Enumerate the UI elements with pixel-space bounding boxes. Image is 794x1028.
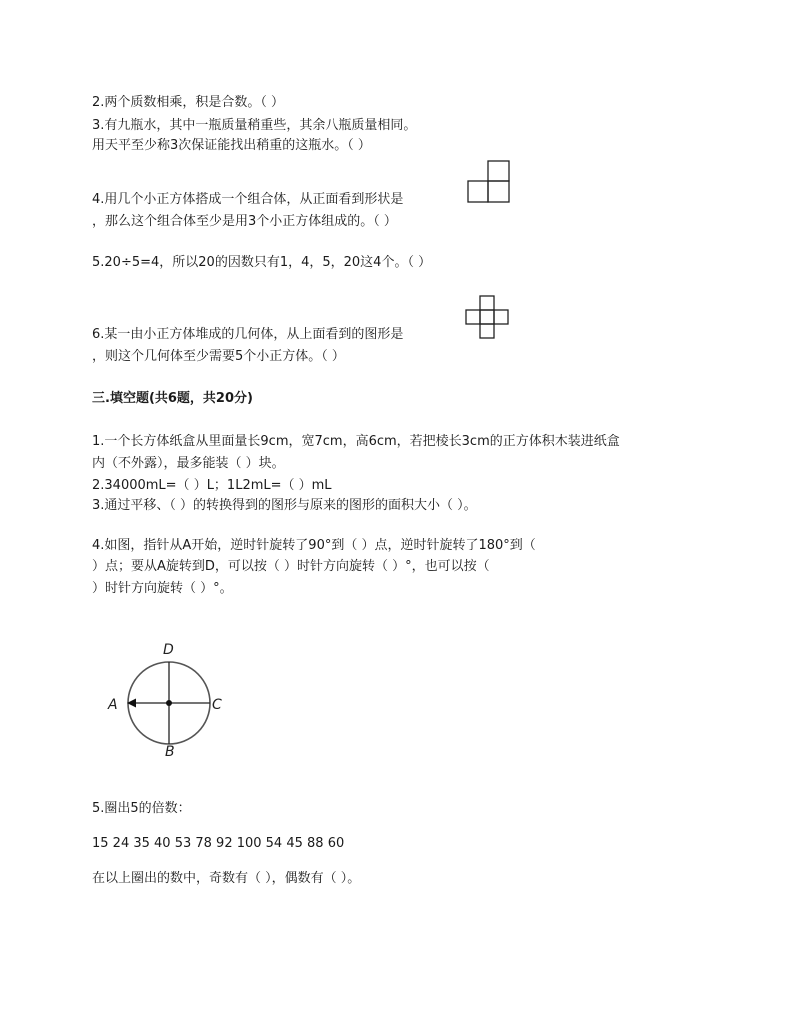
question-3-line-2: 用天平至少称3次保证能找出稍重的这瓶水。（ ） (92, 138, 371, 153)
question-4-line-1: 4.用几个小正方体搭成一个组合体，从正面看到形状是 (92, 192, 404, 207)
question-5: 5.20÷5=4，所以20的因数只有1，4，5，20这4个。（ ） (92, 255, 432, 270)
question-6-line-1: 6.某一由小正方体堆成的几何体，从上面看到的图形是 (92, 327, 404, 342)
fill-question-2: 2.34000mL=（ ）L；1L2mL=（ ）mL (92, 478, 332, 493)
rotation-dial-figure (100, 636, 230, 761)
fill-question-4-line-3: ）时针方向旋转（ ）°。 (92, 581, 233, 596)
top-view-figure (465, 295, 509, 339)
fill-question-5-prompt: 5.圈出5的倍数： (92, 801, 191, 816)
dial-label-bottom: B (165, 744, 175, 760)
fill-question-4-line-1: 4.如图，指针从A开始，逆时针旋转了90°到（ ）点，逆时针旋转了180°到（ (92, 538, 536, 553)
dial-center-dot (166, 700, 172, 706)
fill-question-4-line-2: ）点；要从A旋转到D，可以按（ ）时针方向旋转（ ）°，也可以按（ (92, 559, 490, 574)
dial-label-top: D (163, 642, 174, 658)
question-6-line-2: ，则这个几何体至少需要5个小正方体。（ ） (92, 349, 345, 364)
fill-question-5-numbers: 15 24 35 40 53 78 92 100 54 45 88 60 (92, 836, 345, 851)
dial-label-right: C (212, 697, 222, 713)
front-view-figure (467, 160, 511, 204)
question-4-line-2: ，那么这个组合体至少是用3个小正方体组成的。（ ） (92, 214, 397, 229)
dial-label-left: A (108, 697, 118, 713)
question-3-line-1: 3.有九瓶水，其中一瓶质量稍重些，其余八瓶质量相同。 (92, 118, 417, 133)
question-2: 2.两个质数相乘，积是合数。（ ） (92, 95, 285, 110)
fill-question-1-line-1: 1.一个长方体纸盒从里面量长9cm，宽7cm，高6cm，若把棱长3cm的正方体积木装进纸盒 (92, 434, 620, 449)
section-heading: 三.填空题(共6题，共20分) (92, 391, 253, 406)
fill-question-5-answer: 在以上圈出的数中，奇数有（ ），偶数有（ ）。 (92, 871, 361, 886)
fill-question-1-line-2-text: 内（不外露），最多能装（ ）块。 (92, 456, 285, 471)
fill-question-3: 3.通过平移、（ ）的转换得到的图形与原来的图形的面积大小（ ）。 (92, 498, 477, 513)
